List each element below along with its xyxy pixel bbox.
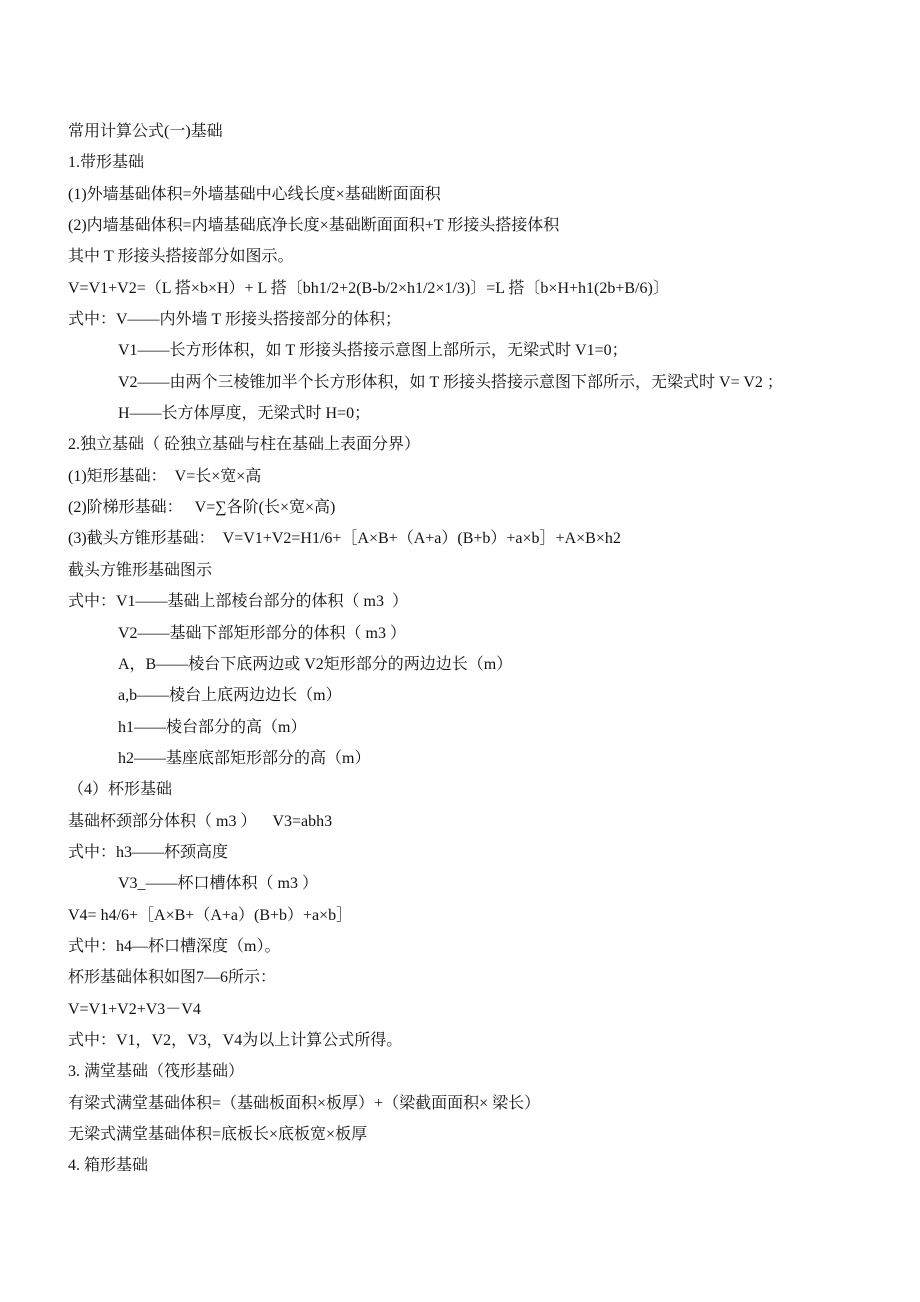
text-line: V2——由两个三棱锥加半个长方形体积，如 T 形接头搭接示意图下部所示，无梁式时 V= V2 ； xyxy=(118,373,783,391)
text-line: 截头方锥形基础图示 xyxy=(68,561,213,579)
text-line: 式中：h3——杯颈高度 xyxy=(68,843,229,861)
document-body xyxy=(68,116,888,1182)
text-line: V=V1+V2=（L 搭×b×H）+ L 搭〔bh1/2+2(B-b/2×h1/2×1/3)〕=L 搭〔b×H+h1(2b+B/6)〕 xyxy=(68,279,669,297)
text-line: (3)截头方锥形基础： V=V1+V2=H1/6+［A×B+（A+a）(B+b）+a×b］+A×B×h2 xyxy=(68,530,621,548)
text-line: V=V1+V2+V3－V4 xyxy=(68,1000,201,1018)
text-line: (2)阶梯形基础： V=∑各阶(长×宽×高) xyxy=(68,499,336,517)
text-line: V1——长方形体积，如 T 形接头搭接示意图上部所示，无梁式时 V1=0； xyxy=(118,342,628,360)
text-line: （4）杯形基础 xyxy=(68,781,173,799)
text-line: 式中：V1，V2，V3，V4为以上计算公式所得。 xyxy=(68,1031,403,1049)
text-line: 基础杯颈部分体积（ m3 ） V3=abh3 xyxy=(68,812,333,830)
text-line: h2——基座底部矩形部分的高（m） xyxy=(118,749,371,767)
text-line: A，B——棱台下底两边或 V2矩形部分的两边边长（m） xyxy=(118,655,513,673)
text-line: 1.带形基础 xyxy=(68,154,145,172)
text-line: 有梁式满堂基础体积=（基础板面积×板厚）+（梁截面面积× 梁长） xyxy=(68,1094,541,1112)
text-line: V3_——杯口槽体积（ m3 ） xyxy=(118,875,319,893)
text-line: 其中 T 形接头搭接部分如图示。 xyxy=(68,248,294,266)
text-line: h1——棱台部分的高（m） xyxy=(118,718,307,736)
text-line: (1)矩形基础： V=长×宽×高 xyxy=(68,467,262,485)
text-line: 4. 箱形基础 xyxy=(68,1157,149,1175)
text-line: 2.独立基础（ 砼独立基础与柱在基础上表面分界） xyxy=(68,436,421,454)
text-line: 式中：V1——基础上部棱台部分的体积（ m3 ） xyxy=(68,593,409,611)
text-line: 式中：V——内外墙 T 形接头搭接部分的体积； xyxy=(68,311,402,329)
text-line: H——长方体厚度，无梁式时 H=0； xyxy=(118,405,371,423)
document-title: 常用计算公式(一)基础 xyxy=(68,123,223,140)
text-line: V2——基础下部矩形部分的体积（ m3 ） xyxy=(118,624,407,642)
text-line: 杯形基础体积如图7—6所示： xyxy=(68,969,277,987)
text-line: (2)内墙基础体积=内墙基础底净长度×基础断面面积+T 形接头搭接体积 xyxy=(68,217,560,235)
text-line: a,b——棱台上底两边边长（m） xyxy=(118,687,342,705)
text-line: V4= h4/6+［A×B+（A+a）(B+b）+a×b］ xyxy=(68,906,353,924)
text-line: 3. 满堂基础（筏形基础） xyxy=(68,1063,245,1081)
text-line: (1)外墙基础体积=外墙基础中心线长度×基础断面面积 xyxy=(68,185,441,203)
text-line: 无梁式满堂基础体积=底板长×底板宽×板厚 xyxy=(68,1126,368,1143)
text-line: 式中：h4—杯口槽深度（m）。 xyxy=(68,937,281,955)
